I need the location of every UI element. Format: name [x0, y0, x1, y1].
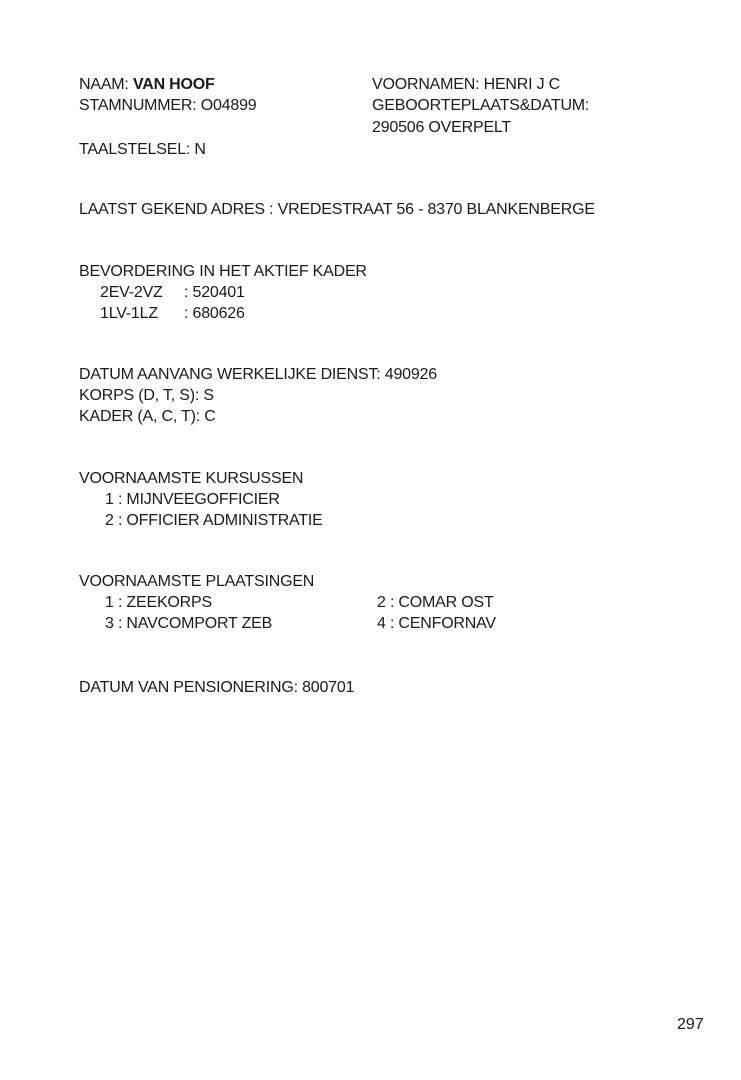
bevordering-rank: 1LV-1LZ	[100, 305, 158, 322]
naam-label: NAAM:	[79, 76, 129, 93]
geboorte-value: 290506 OVERPELT	[372, 119, 512, 136]
plaatsingen-heading: VOORNAAMSTE PLAATSINGEN	[79, 573, 315, 590]
naam-line	[79, 74, 215, 95]
voornamen: VOORNAMEN: HENRI J C	[372, 76, 561, 93]
plaatsing-item: 3 : NAVCOMPORT ZEB	[105, 615, 273, 632]
korps: KORPS (D, T, S): S	[79, 387, 214, 404]
stamnummer: STAMNUMMER: O04899	[79, 97, 257, 114]
kursus-item: 2 : OFFICIER ADMINISTRATIE	[105, 512, 323, 529]
naam-value: VAN HOOF	[132, 76, 215, 93]
geboorte-label: GEBOORTEPLAATS&DATUM:	[372, 97, 590, 114]
bevordering-heading: BEVORDERING IN HET AKTIEF KADER	[79, 263, 367, 280]
kursussen-heading: VOORNAAMSTE KURSUSSEN	[79, 470, 304, 487]
bevordering-row	[100, 282, 400, 303]
page-number: 297	[677, 1016, 704, 1033]
kursus-item: 1 : MIJNVEEGOFFICIER	[105, 491, 280, 508]
bevordering-date: : 680626	[184, 305, 245, 322]
taalstelsel: TAALSTELSEL: N	[79, 141, 206, 158]
adres: LAATST GEKEND ADRES : VREDESTRAAT 56 - 8370 BLANKENBERGE	[79, 201, 595, 218]
pensionering: DATUM VAN PENSIONERING: 800701	[79, 679, 355, 696]
bevordering-date: : 520401	[184, 284, 245, 301]
dienst-aanvang: DATUM AANVANG WERKELIJKE DIENST: 490926	[79, 366, 437, 383]
bevordering-rank: 2EV-2VZ	[100, 284, 163, 301]
plaatsing-item: 2 : COMAR OST	[377, 594, 494, 611]
plaatsing-item: 1 : ZEEKORPS	[105, 594, 212, 611]
plaatsing-item: 4 : CENFORNAV	[377, 615, 496, 632]
kader: KADER (A, C, T): C	[79, 408, 216, 425]
bevordering-row	[100, 303, 400, 324]
